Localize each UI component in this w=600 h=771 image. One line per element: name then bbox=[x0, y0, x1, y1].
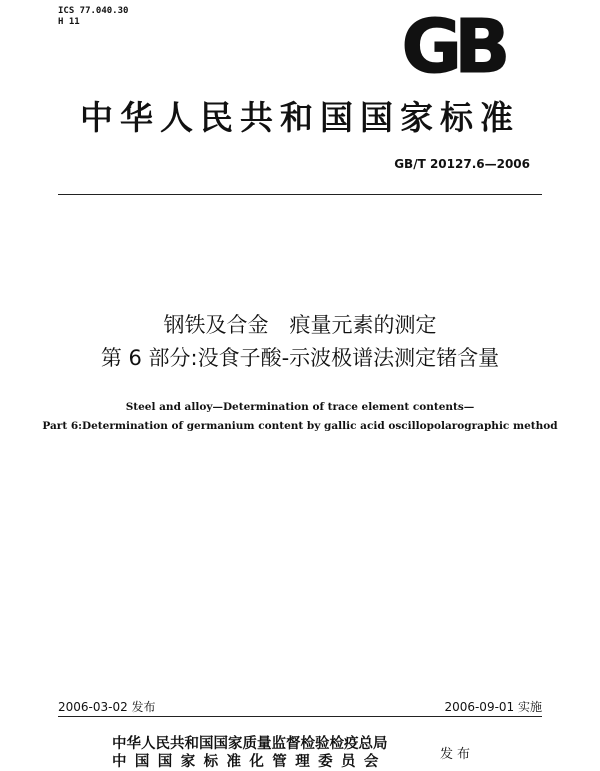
issuing-authorities bbox=[112, 735, 388, 771]
chinese-title-line-1: 钢铁及合金 痕量元素的测定 bbox=[163, 313, 437, 337]
gb-logo bbox=[392, 10, 512, 82]
ics-code-block bbox=[58, 6, 128, 28]
chinese-title-line-2: 第 6 部分:没食子酸-示波极谱法测定锗含量 bbox=[100, 346, 500, 370]
issuer-aqsiq: 中华人民共和国国家质量监督检验检疫总局 bbox=[112, 735, 388, 752]
ics-number: ICS 77.040.30 bbox=[58, 6, 129, 16]
english-title-line-1: Steel and alloy—Determination of trace element contents— bbox=[125, 401, 475, 413]
standard-category-title: 中华人民共和国国家标准 bbox=[80, 98, 520, 137]
english-title-line-2: Part 6:Determination of germanium content by gallic acid oscillopolarographic method bbox=[42, 420, 558, 432]
top-divider bbox=[58, 194, 542, 195]
bottom-divider bbox=[58, 716, 542, 717]
classification-code: H 11 bbox=[58, 17, 80, 27]
issue-label: 发布 bbox=[440, 747, 475, 762]
gb-logo-text: GB bbox=[401, 10, 503, 82]
publish-date: 2006-03-02 发布 bbox=[58, 700, 156, 714]
implementation-date: 2006-09-01 实施 bbox=[444, 700, 542, 714]
standard-number: GB/T 20127.6—2006 bbox=[394, 157, 530, 171]
issuer-sac: 中国国家标准化管理委员会 bbox=[112, 753, 387, 770]
